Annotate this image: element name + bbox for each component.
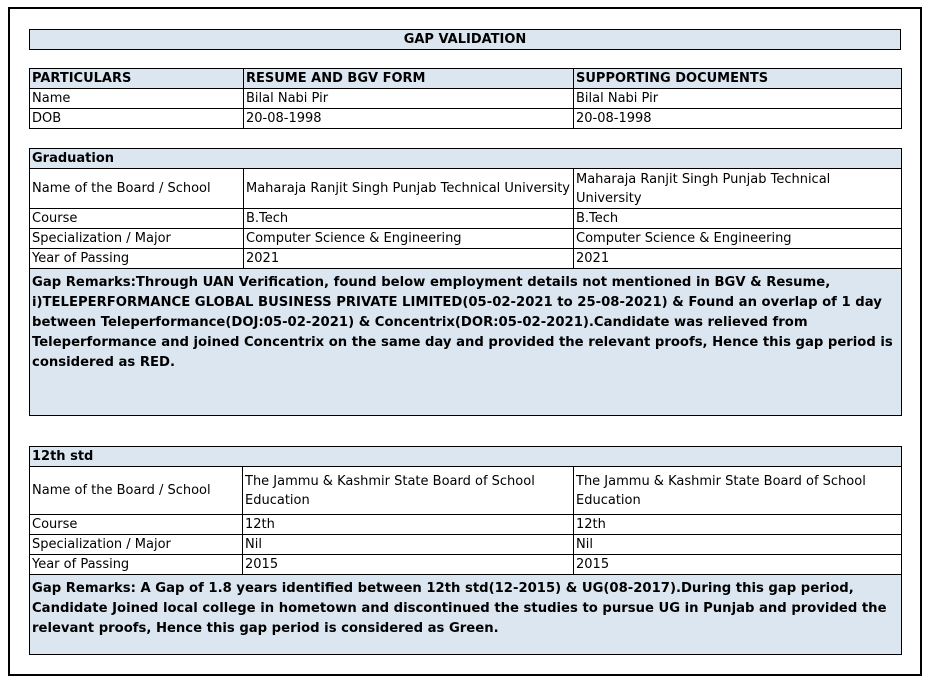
row-label: Name xyxy=(30,89,244,109)
supporting-value: 12th xyxy=(574,515,902,535)
row-label: Course xyxy=(30,209,244,229)
resume-value: The Jammu & Kashmir State Board of School Education xyxy=(243,467,574,515)
graduation-gap-remarks: Gap Remarks:Through UAN Verification, found below employment details not mentioned in BGV & Resume, i)TELEPERFORMANCE GLOBAL BUSINESS PRIVATE LIMITED(05-02-2021 to 25-08-2021) & Found an overlap of 1 day between Teleperformance(DOJ:05-02-2021) & Concentrix(DOR:05-02-2021).Candidate was relieved from Teleperformance and joined Concentrix on the same day and provided the relevant proofs, Hence this gap period is considered as RED. xyxy=(30,269,902,416)
supporting-value: 2015 xyxy=(574,555,902,575)
resume-value: 12th xyxy=(243,515,574,535)
table-row xyxy=(30,249,902,269)
row-label: Specialization / Major xyxy=(30,535,243,555)
row-label: Name of the Board / School xyxy=(30,467,243,515)
resume-value: Nil xyxy=(243,535,574,555)
supporting-value: The Jammu & Kashmir State Board of School Education xyxy=(574,467,902,515)
table-row xyxy=(30,229,902,249)
table-row xyxy=(30,515,902,535)
table-row xyxy=(30,555,902,575)
row-label: Year of Passing xyxy=(30,555,243,575)
twelfth-gap-remarks: Gap Remarks: A Gap of 1.8 years identified between 12th std(12-2015) & UG(08-2017).During this gap period, Candidate Joined local college in hometown and discontinued the studies to pursue UG in Punjab and provided the relevant proofs, Hence this gap period is considered as Green. xyxy=(30,575,902,655)
resume-value: 2015 xyxy=(243,555,574,575)
twelfth-heading: 12th std xyxy=(30,447,902,467)
table-row xyxy=(30,109,902,129)
table-row xyxy=(30,89,902,109)
graduation-table xyxy=(29,148,902,416)
row-label: Name of the Board / School xyxy=(30,169,244,209)
resume-value: Bilal Nabi Pir xyxy=(244,89,574,109)
row-label: DOB xyxy=(30,109,244,129)
supporting-value: Nil xyxy=(574,535,902,555)
supporting-value: 20-08-1998 xyxy=(574,109,902,129)
resume-value: B.Tech xyxy=(244,209,574,229)
resume-value: 20-08-1998 xyxy=(244,109,574,129)
personal-table xyxy=(29,68,902,129)
resume-value: Maharaja Ranjit Singh Punjab Technical University xyxy=(244,169,574,209)
page-title: GAP VALIDATION xyxy=(30,30,901,50)
header-resume: RESUME AND BGV FORM xyxy=(244,69,574,89)
table-row xyxy=(30,467,902,515)
row-label: Year of Passing xyxy=(30,249,244,269)
table-row xyxy=(30,169,902,209)
header-row xyxy=(30,69,902,89)
row-label: Course xyxy=(30,515,243,535)
supporting-value: B.Tech xyxy=(574,209,902,229)
resume-value: Computer Science & Engineering xyxy=(244,229,574,249)
supporting-value: Computer Science & Engineering xyxy=(574,229,902,249)
graduation-heading: Graduation xyxy=(30,149,902,169)
title-table xyxy=(29,29,901,50)
resume-value: 2021 xyxy=(244,249,574,269)
supporting-value: 2021 xyxy=(574,249,902,269)
header-particulars: PARTICULARS xyxy=(30,69,244,89)
twelfth-table xyxy=(29,446,902,655)
header-supporting: SUPPORTING DOCUMENTS xyxy=(574,69,902,89)
supporting-value: Bilal Nabi Pir xyxy=(574,89,902,109)
row-label: Specialization / Major xyxy=(30,229,244,249)
table-row xyxy=(30,535,902,555)
supporting-value: Maharaja Ranjit Singh Punjab Technical University xyxy=(574,169,902,209)
table-row xyxy=(30,209,902,229)
